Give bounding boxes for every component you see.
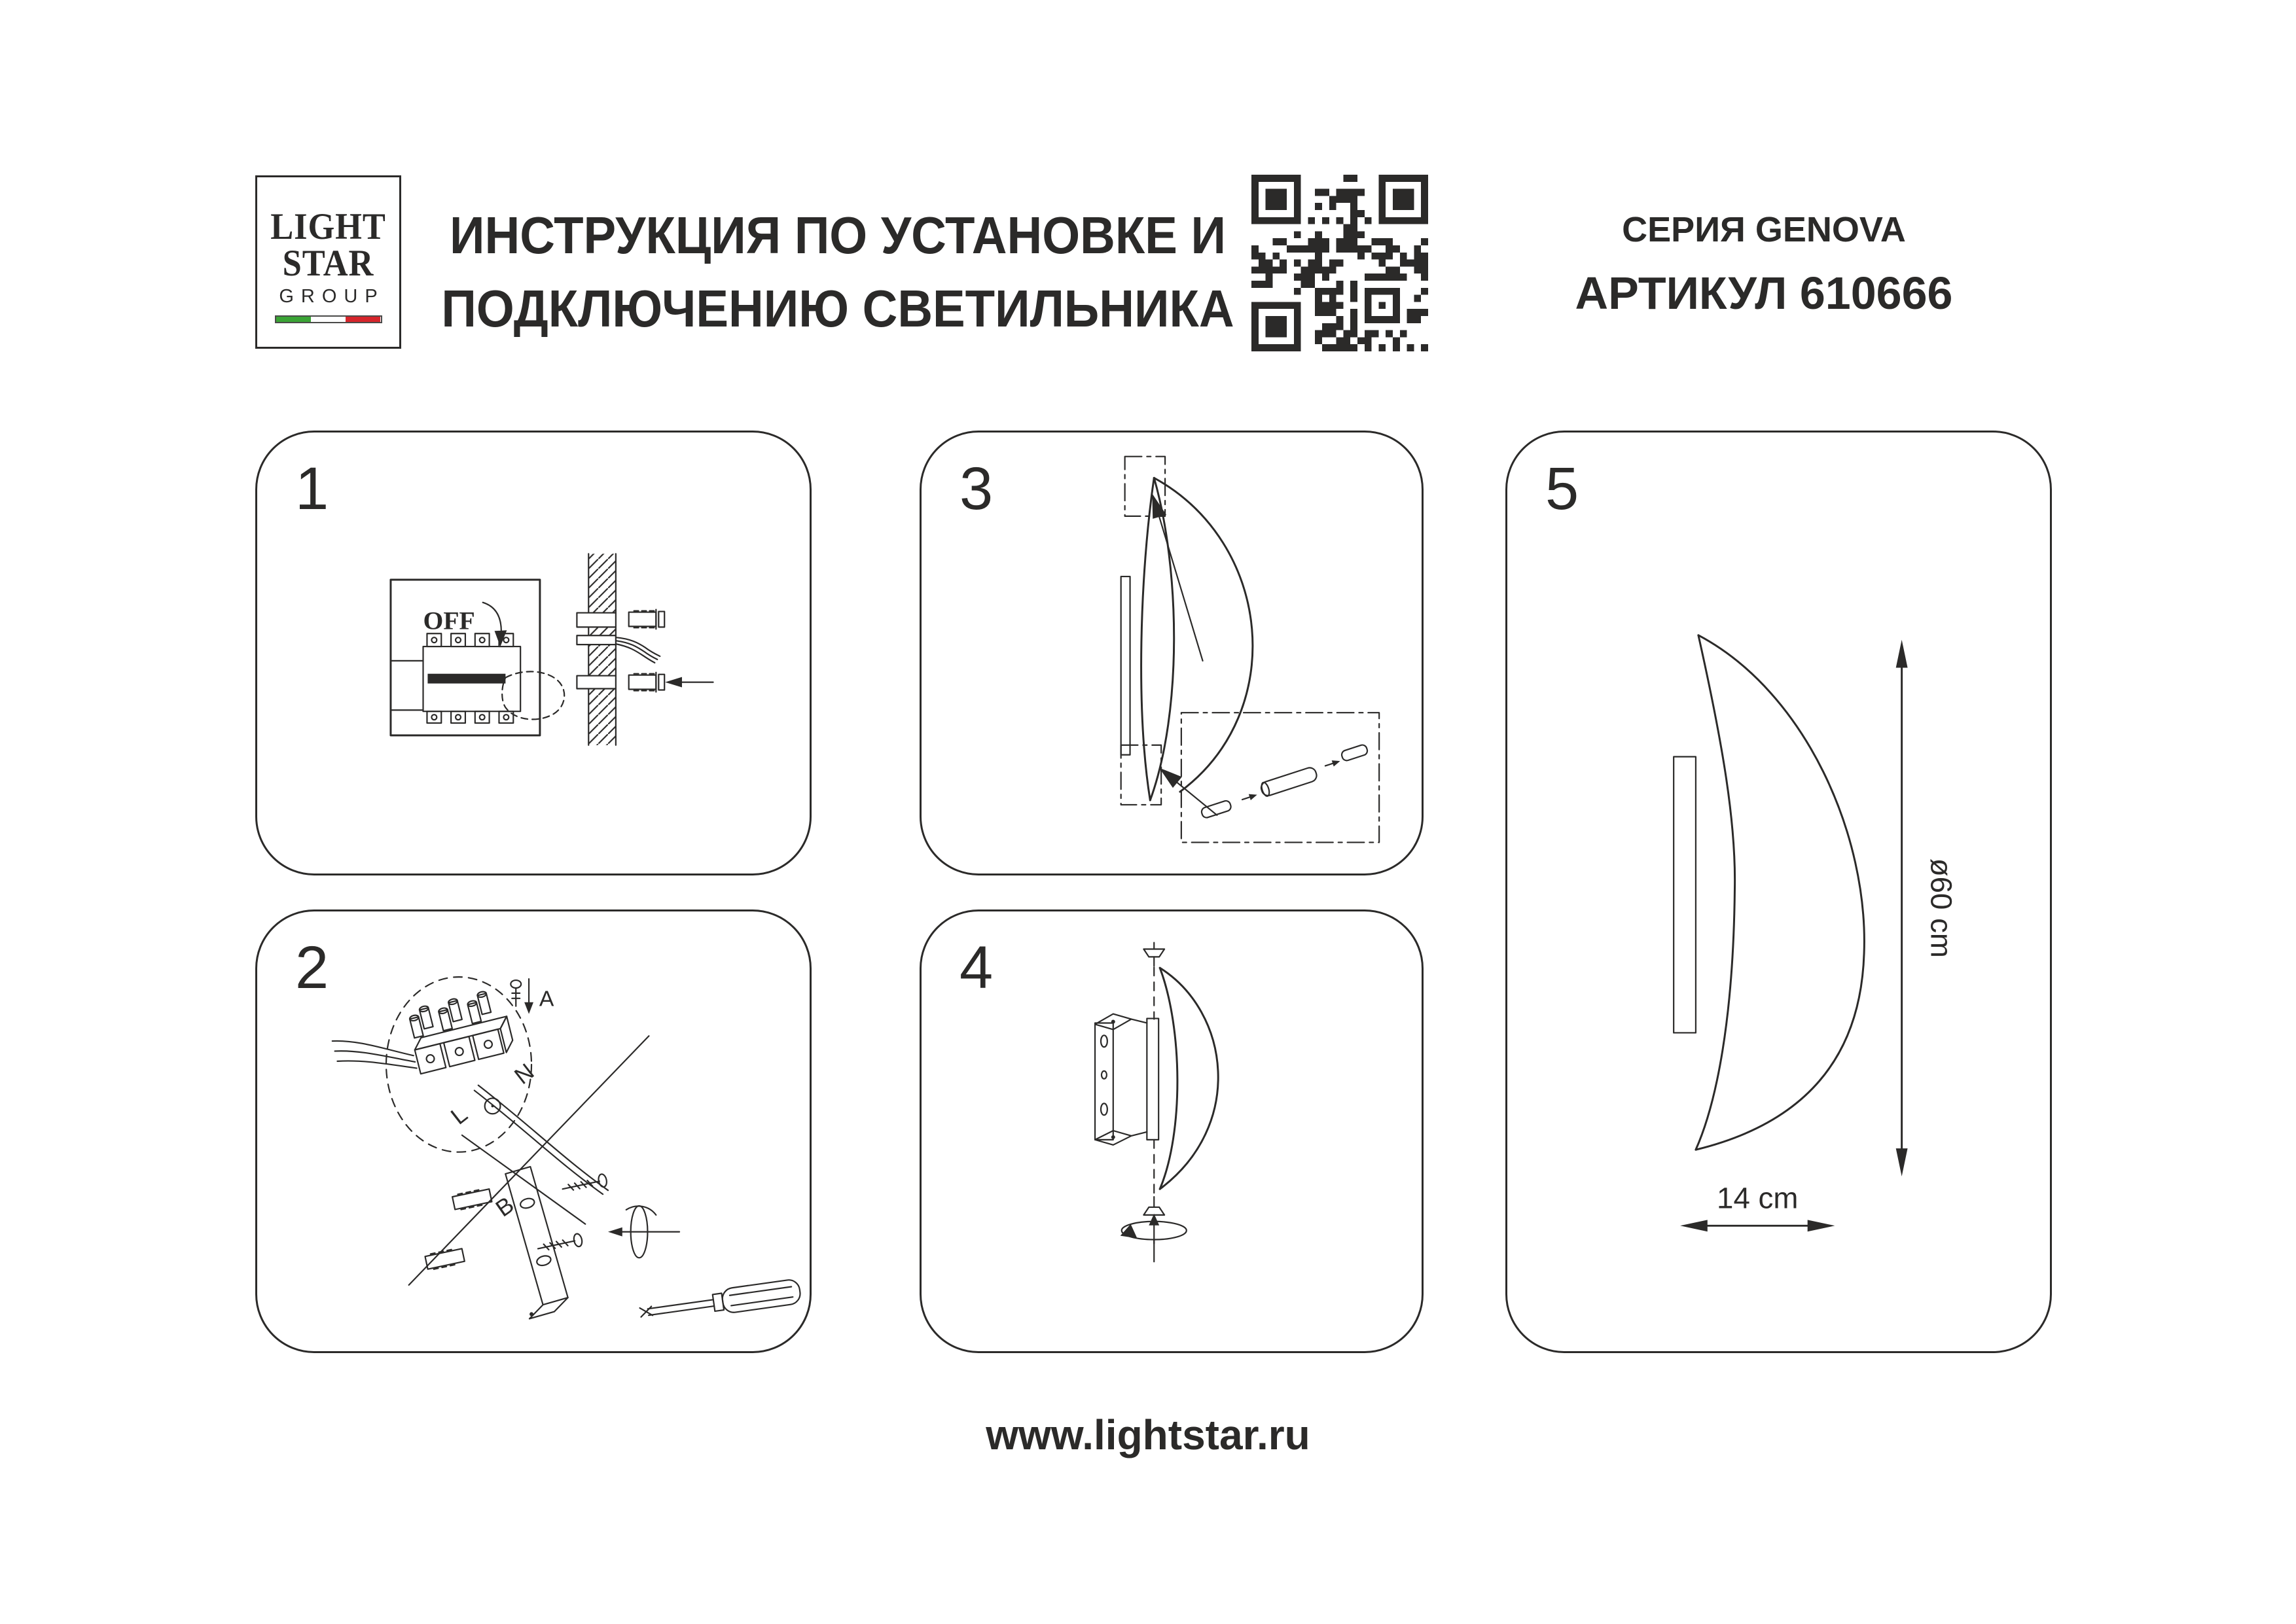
wires-icon: [616, 637, 660, 663]
step-number-2: 2: [295, 934, 329, 1001]
label-b: B: [491, 1191, 519, 1222]
italian-flag-icon: [275, 315, 382, 323]
insert-arrow-icon: [665, 677, 682, 688]
page-title: [436, 199, 1240, 345]
screw-top-icon: [1143, 943, 1164, 966]
connector-pin-icon: [1200, 800, 1232, 819]
flag-white: [311, 317, 346, 322]
lightstar-logo: [255, 175, 401, 349]
step-number-5: 5: [1545, 455, 1579, 522]
label-a: A: [539, 987, 554, 1012]
washer-icon: [616, 1206, 679, 1258]
step-number-3: 3: [960, 455, 994, 522]
mounting-bracket-icon: [1095, 1014, 1147, 1145]
qr-code-icon: [1251, 175, 1428, 351]
step-panel-1: [255, 431, 812, 875]
mount-clip-bottom: [1121, 745, 1161, 805]
flag-red: [346, 317, 380, 322]
label-n: N: [509, 1058, 539, 1089]
article-label: АРТИКУЛ 610666: [1575, 268, 1953, 319]
screwdriver-icon: [639, 1279, 802, 1326]
step-panel-3: [920, 431, 1424, 875]
diameter-dimension: [1896, 640, 1958, 1176]
bracket-mounting-icon: [425, 1167, 802, 1325]
series-label: СЕРИЯ GENOVA: [1622, 210, 1906, 249]
title-line-1: ИНСТРУКЦИЯ ПО УСТАНОВКЕ И: [449, 206, 1227, 264]
insert-arrow-icon: [1324, 758, 1341, 769]
wall-drilling-icon: [577, 554, 713, 745]
diameter-label: ø60 cm: [1924, 858, 1958, 958]
logo-star: STAR: [282, 243, 374, 284]
step1-illustration: [257, 432, 810, 874]
title-line-2: ПОДКЛЮЧЕНИЮ СВЕТИЛЬНИКА: [441, 279, 1234, 338]
product-header: [1486, 209, 2042, 319]
flag-green: [276, 317, 311, 322]
step5-illustration: [1507, 432, 2050, 1351]
connector-pin-icon: [1259, 766, 1318, 798]
screw-bottom-icon: [1143, 1197, 1164, 1215]
screw-icon: [537, 1233, 583, 1255]
rotate-to-fix-icon: [1121, 1214, 1187, 1262]
step-panel-4: [920, 909, 1424, 1353]
website-url: www.lightstar.ru: [986, 1411, 1310, 1458]
step2-illustration: [257, 911, 810, 1351]
step-number-4: 4: [960, 934, 994, 1001]
depth-label: 14 cm: [1717, 1181, 1799, 1215]
off-label: OFF: [423, 606, 475, 635]
arrow-bottom: [1159, 768, 1182, 788]
depth-dimension: [1680, 1182, 1835, 1232]
connector-detail-box: [1181, 713, 1379, 842]
step-panel-5: [1505, 431, 2052, 1353]
power-off-icon: [391, 580, 564, 735]
wall-plug-icon: [629, 610, 665, 629]
insert-arrow-icon: [1242, 792, 1259, 803]
connector-pin-icon: [1340, 744, 1369, 762]
lamp-dimension-drawing: [1674, 635, 1864, 1150]
logo-group: GROUP: [279, 286, 385, 307]
step3-illustration: [922, 432, 1422, 874]
wall-plug-icon: [629, 673, 665, 692]
step-number-1: 1: [295, 455, 329, 522]
label-l: L: [446, 1101, 473, 1130]
lamp-side-view-icon: [1121, 478, 1253, 800]
step-panel-2: [255, 909, 812, 1353]
qr-code-image: [1251, 175, 1428, 351]
hand-icon: [502, 671, 564, 719]
logo-light: LIGHT: [270, 206, 386, 247]
lamp-side-view-icon: [1147, 968, 1218, 1189]
terminal-block-icon: [329, 979, 608, 1224]
wall-plug-icon: [425, 1247, 465, 1270]
wall-plug-icon: [452, 1188, 492, 1210]
step4-illustration: [922, 911, 1422, 1351]
